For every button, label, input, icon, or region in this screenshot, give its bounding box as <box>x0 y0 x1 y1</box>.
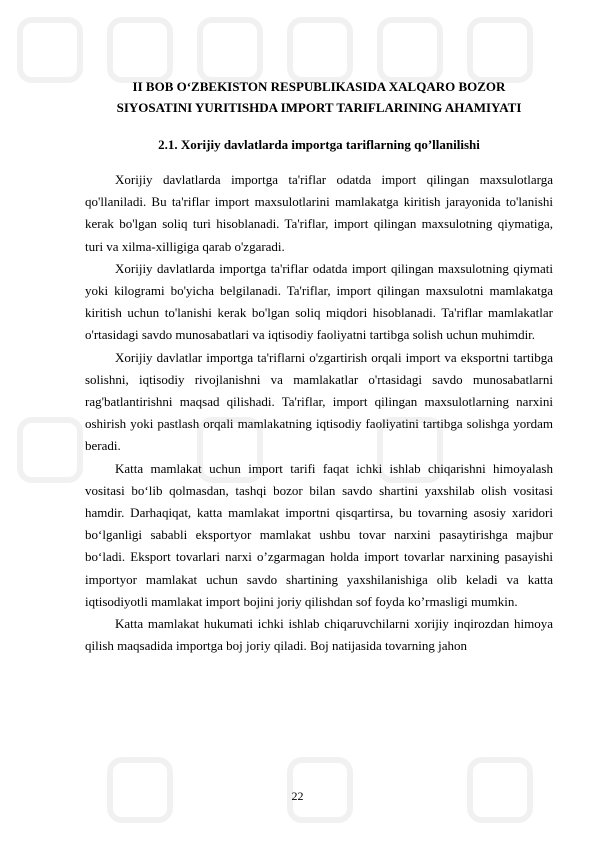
chapter-title-line-1: II BOB O‘ZBEKISTON RESPUBLIKASIDA XALQARO BOZOR <box>132 79 506 94</box>
chapter-title-line-2: SIYOSATINI YURITISHDA IMPORT TARIFLARINING AHAMIYATI <box>116 100 522 115</box>
paragraph-3: Xorijiy davlatlar importga ta'riflarni o'zgartirish orqali import va eksportni tartibga solishni, iqtisodiy rivojlanishni va mamlakatlar o'rtasidagi savdo munosabatlarni rag'batlantirishni maqsad qilishadi. Ta'riflar, import qilingan maxsulotlarning narxini oshirish yoki pastlash orqali mamlakatning iqtisodiy faoliyatini tartibga solishga yordam beradi. <box>85 349 553 454</box>
chapter-title <box>85 76 553 118</box>
paragraph-4: Katta mamlakat uchun import tarifi faqat ichki ishlab chiqarishni himoyalash vositasi bo‘lib qolmasdan, tashqi bozor bilan savdo shartini yaxshilab olish vositasi hamdir. Darhaqiqat, katta mamlakat importni qisqartirsa, bu tovarning asosiy xaridori bo‘lganligi sababli eksportyor mamlakat ushbu tovar narxini pasaytirishga majbur bo‘ladi. Eksport tovarlari narxi o’zgarmagan holda import tovarlar narxining pasayishi importyor mamlakat uchun savdo shartining yaxshilanishiga olib keladi va katta iqtisodiyotli mamlakat import bojini joriy qilishdan sof foyda ko’rmasligi mumkin. <box>85 460 553 609</box>
paragraph-1: Xorijiy davlatlarda importga ta'riflar odatda import qilingan maxsulotlarga qo'llaniladi. Bu ta'riflar import maxsulotlarini mamlakatga kiritish jarayonida to'lanishi kerak bo'lgan soliq turi hisoblanadi. Ta'riflar, import qilingan maxsulotning qiymatiga, turi va xilma-xilligiga qarab o'zgaradi. <box>85 172 553 254</box>
page-number: 22 <box>291 789 304 803</box>
paragraph-5: Katta mamlakat hukumati ichki ishlab chiqaruvchilarni xorijiy inqirozdan himoya qilish maqsadida importga boj joriy qiladi. Boj natijasida tovarning jahon <box>85 616 553 654</box>
section-heading: 2.1. Xorijiy davlatlarda importga tariflarning qo’llanilishi <box>158 137 480 152</box>
document-body <box>85 76 553 657</box>
paragraph-2: Xorijiy davlatlarda importga ta'riflar odatda import qilingan maxsulotning qiymati yoki kilogrami bo'yicha belgilanadi. Ta'riflar, import qilingan maxsulotni mamlakatga kiritish uchun to'lanishi kerak bo'lgan soliq miqdori hisoblanadi. Ta'riflar mamlakatlar o'rtasidagi savdo munosabatlari va iqtisodiy faoliyatni tartibga solish uchun muhimdir. <box>85 260 553 343</box>
